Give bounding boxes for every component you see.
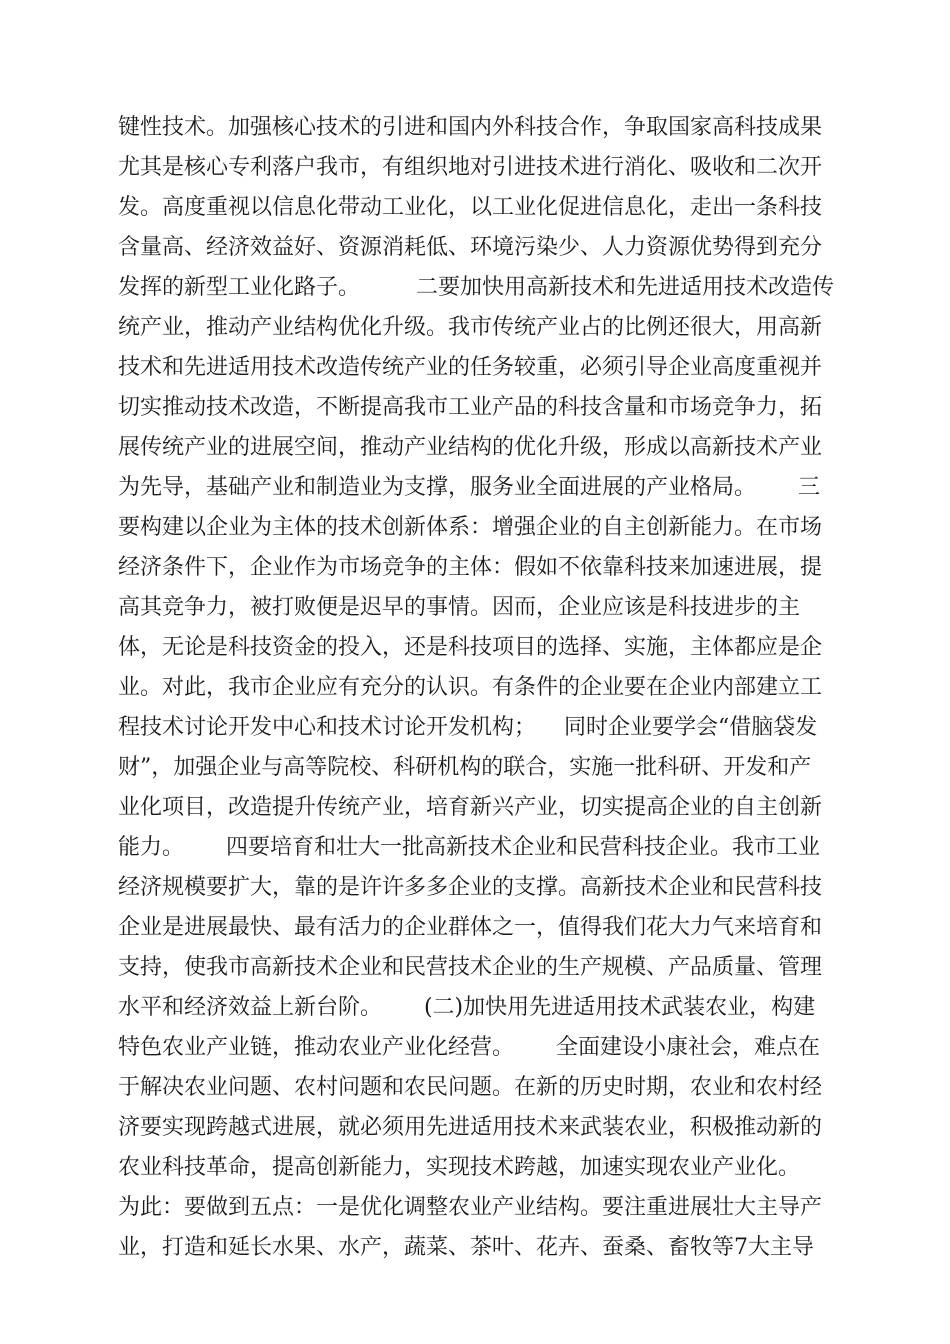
text-line: 键性技术。加强核心技术的引进和国内外科技合作，争取国家高科技成果	[118, 115, 823, 140]
text-line: 特色农业产业链，推动农业产业化经营。 全面建设小康社会，难点在	[118, 1035, 820, 1060]
text-line: 能力。 四要培育和壮大一批高新技术企业和民营科技企业。我市工业	[118, 835, 820, 860]
text-line: 农业科技革命，提高创新能力，实现技术跨越，加速实现农业产业化。	[118, 1155, 801, 1180]
text-line: 要构建以企业为主体的技术创新体系：增强企业的自主创新能力。在市场	[118, 515, 823, 540]
text-line: 企业是进展最快、最有活力的企业群体之一，值得我们花大力气来培育和	[118, 915, 823, 940]
text-line: 业。对此，我市企业应有充分的认识。有条件的企业要在企业内部建立工	[118, 675, 823, 700]
text-line: 财”，加强企业与高等院校、科研机构的联合，实施一批科研、开发和产	[118, 755, 812, 780]
text-line: 水平和经济效益上新台阶。 (二)加快用先进适用技术武装农业，构建	[118, 995, 816, 1020]
text-line: 经济规模要扩大，靠的是许许多多企业的支撑。高新技术企业和民营科技	[118, 875, 823, 900]
text-line: 经济条件下，企业作为市场竞争的主体：假如不依靠科技来加速进展，提	[118, 555, 823, 580]
text-line: 含量高、经济效益好、资源消耗低、环境污染少、人力资源优势得到充分	[118, 235, 823, 260]
text-line: 济要实现跨越式进展，就必须用先进适用技术来武装农业，积极推动新的	[118, 1115, 823, 1140]
text-line: 于解决农业问题、农村问题和农民问题。在新的历史时期，农业和农村经	[118, 1075, 823, 1100]
text-line: 尤其是核心专利落户我市，有组织地对引进技术进行消化、吸收和二次开	[118, 155, 823, 180]
text-line: 业化项目，改造提升传统产业，培育新兴产业，切实提高企业的自主创新	[118, 795, 823, 820]
text-line: 为此：要做到五点：一是优化调整农业产业结构。要注重进展壮大主导产	[118, 1195, 823, 1220]
text-line: 高其竞争力，被打败便是迟早的事情。因而，企业应该是科技进步的主	[118, 595, 801, 620]
text-line: 发挥的新型工业化路子。 二要加快用高新技术和先进适用技术改造传	[118, 275, 834, 300]
text-line: 展传统产业的进展空间，推动产业结构的优化升级，形成以高新技术产业	[118, 435, 823, 460]
text-line: 为先导，基础产业和制造业为支撑，服务业全面进展的产业格局。 三	[118, 475, 820, 500]
text-line: 业，打造和延长水果、水产，蔬菜、茶叶、花卉、蚕桑、畜牧等7大主导	[118, 1235, 814, 1260]
text-line: 程技术讨论开发中心和技术讨论开发机构； 同时企业要学会“借脑袋发	[118, 715, 818, 740]
text-line: 支持，使我市高新技术企业和民营技术企业的生产规模、产品质量、管理	[118, 955, 823, 980]
text-line: 技术和先进适用技术改造传统产业的任务较重，必须引导企业高度重视并	[118, 355, 823, 380]
text-line: 发。高度重视以信息化带动工业化，以工业化促进信息化，走出一条科技	[118, 195, 823, 220]
text-line: 体，无论是科技资金的投入，还是科技项目的选择、实施，主体都应是企	[118, 635, 823, 660]
text-line: 切实推动技术改造，不断提高我市工业产品的科技含量和市场竞争力，拓	[118, 395, 823, 420]
text-line: 统产业，推动产业结构优化升级。我市传统产业占的比例还很大，用高新	[118, 315, 823, 340]
